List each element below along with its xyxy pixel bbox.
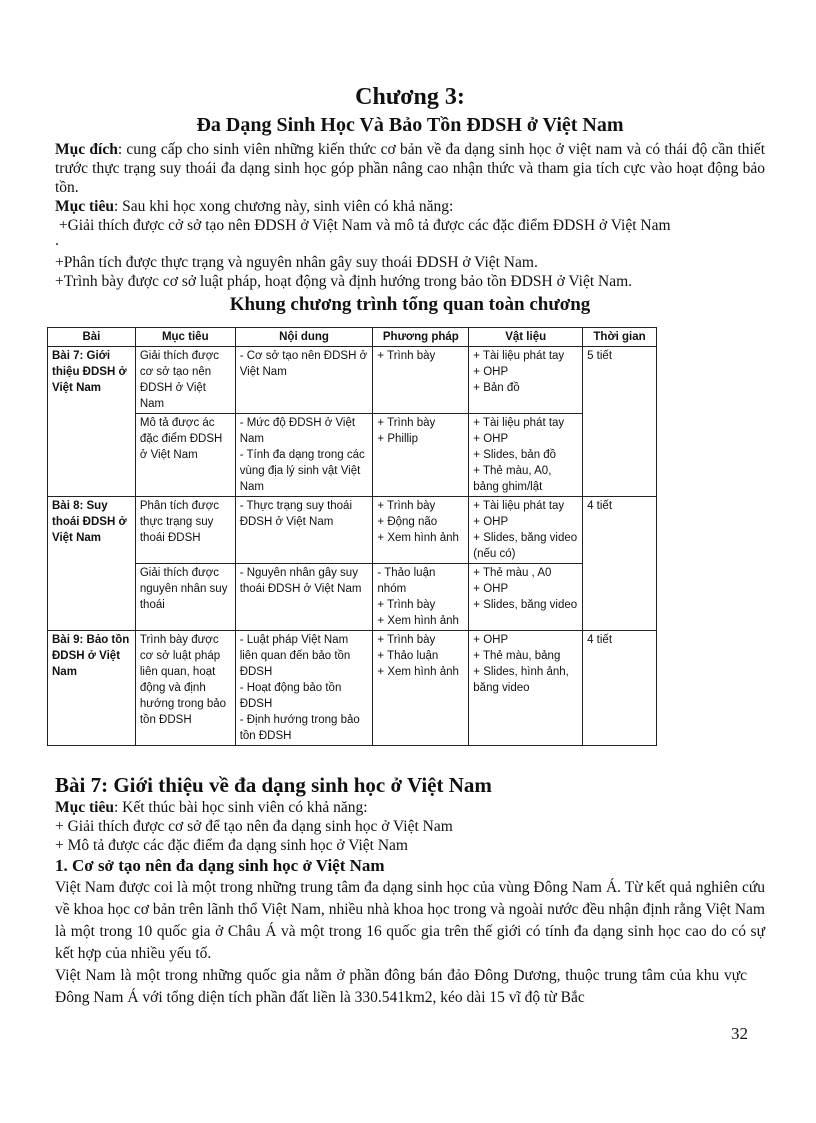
objective-item: +Phân tích được thực trạng và nguyên nhân gây suy thoái ĐDSH ở Việt Nam. (55, 254, 538, 271)
objective-item: +Trình bày được cơ sở luật pháp, hoạt động và định hướng trong bảo tồn ĐDSH ở Việt Nam. (55, 273, 633, 290)
objective-cell: Mô tả được ác đặc điểm ĐDSH ở Việt Nam (135, 414, 235, 497)
table-row (48, 347, 657, 414)
lesson7-heading: Bài 7: Giới thiệu về đa dạng sinh học ở Việt Nam (55, 773, 492, 797)
material-cell: + OHP + Thẻ màu, bảng + Slides, hình ảnh, băng video (469, 631, 583, 746)
table-row (48, 414, 657, 497)
header-content: Nội dung (235, 328, 373, 347)
body-paragraph: Việt Nam được coi là một trong những trung tâm đa dạng sinh học của vùng Đông Nam Á. Từ kết quả nghiên cứu về khoa học cơ bản trên lãnh thổ Việt Nam, nhiều nhà khoa học trong và ngoài nước đều nhận định rằng Việt Nam là một trong 10 quốc gia ở Châu Á và một trong 16 quốc gia trên thế giới có tính đa dạng sinh học cao do có sự kết hợp của nhiều yếu tố. (55, 879, 765, 962)
lesson7-objective-label: Mục tiêu (55, 799, 114, 816)
header-time: Thời gian (583, 328, 657, 347)
time-cell: 5 tiết (583, 347, 657, 497)
objective-text: : Sau khi học xong chương này, sinh viên có khả năng: (113, 198, 454, 215)
section-heading: 1. Cơ sở tạo nên đa dạng sinh học ở Việt Nam (55, 856, 385, 875)
method-cell: + Trình bày + Phillip (373, 414, 469, 497)
framework-table (47, 327, 657, 746)
lesson-name-cell: Bài 7: Giới thiệu ĐDSH ở Việt Nam (48, 347, 136, 497)
objective-label: Mục tiêu (55, 198, 114, 215)
objective-cell: Phân tích được thực trạng suy thoái ĐDSH (135, 497, 235, 564)
content-cell: - Nguyên nhân gây suy thoái ĐDSH ở Việt Nam (235, 564, 373, 631)
table-header-row (48, 328, 657, 347)
objective-item: +Giải thích được cở sở tạo nên ĐDSH ở Việt Nam và mô tả được các đặc điểm ĐDSH ở Việt Nam (55, 217, 671, 234)
time-cell: 4 tiết (583, 497, 657, 631)
method-cell: + Trình bày + Thảo luận + Xem hình ảnh (373, 631, 469, 746)
material-cell: + Tài liệu phát tay + OHP + Slides, bản đồ + Thẻ màu, A0, bảng ghim/lật (469, 414, 583, 497)
objective-paragraph (55, 197, 765, 216)
purpose-text: : cung cấp cho sinh viên những kiến thức cơ bản về đa dạng sinh học ở việt nam và có thái độ cần thiết trước thực trạng suy thoái đa dạng sinh học góp phần nâng cao nhận thức và tham gia tích cực vào hoạt động bảo tồn. (55, 141, 765, 196)
lesson-name-cell: Bài 8: Suy thoái ĐDSH ở Việt Nam (48, 497, 136, 631)
method-cell: + Trình bày + Động não + Xem hình ảnh (373, 497, 469, 564)
content-cell: - Mức độ ĐDSH ở Việt Nam - Tính đa dạng trong các vùng địa lý sinh vật Việt Nam (235, 414, 373, 497)
objective-cell: Trình bày được cơ sở luật pháp liên quan, hoạt động và định hướng trong bảo tồn ĐDSH (135, 631, 235, 746)
header-material: Vật liệu (469, 328, 583, 347)
objective-cell: Giải thích được nguyên nhân suy thoái (135, 564, 235, 631)
framework-title: Khung chương trình tổng quan toàn chương (229, 294, 591, 315)
purpose-label: Mục đích (55, 141, 118, 158)
header-objective: Mục tiêu (135, 328, 235, 347)
method-cell: + Trình bày (373, 347, 469, 414)
lesson7-objective (55, 798, 765, 817)
objective-item: . (55, 232, 59, 249)
content-cell: - Cơ sở tạo nên ĐDSH ở Việt Nam (235, 347, 373, 414)
document-page (52, 82, 765, 1009)
page-number: 32 (731, 1024, 748, 1043)
header-method: Phương pháp (373, 328, 469, 347)
lesson-name-cell: Bài 9: Bảo tồn ĐDSH ở Việt Nam (48, 631, 136, 746)
framework-body (48, 347, 657, 746)
content-cell: - Thực trạng suy thoái ĐDSH ở Việt Nam (235, 497, 373, 564)
method-cell: - Thảo luận nhóm + Trình bày + Xem hình ảnh (373, 564, 469, 631)
objective-cell: Giải thích được cơ sở tạo nên ĐDSH ở Việt Nam (135, 347, 235, 414)
material-cell: + Tài liệu phát tay + OHP + Bản đồ (469, 347, 583, 414)
chapter-title: Chương 3: (355, 84, 465, 110)
lesson7-objective-item: + Giải thích được cơ sở để tạo nên đa dạng sinh học ở Việt Nam (55, 818, 453, 835)
table-row (48, 564, 657, 631)
time-cell: 4 tiết (583, 631, 657, 746)
body-paragraph: Việt Nam là một trong những quốc gia nằm ở phần đông bán đảo Đông Dương, thuộc trung tâm của khu vực Đông Nam Á với tổng diện tích phần đất liền là 330.541km2, kéo dài 15 vĩ độ từ Bắc (55, 967, 747, 1006)
lesson7-objective-text: : Kết thúc bài học sinh viên có khả năng: (113, 799, 368, 816)
material-cell: + Thẻ màu , A0 + OHP + Slides, băng video (469, 564, 583, 631)
purpose-paragraph (55, 140, 765, 197)
lesson7-objective-item: + Mô tả được các đặc điểm đa dạng sinh học ở Việt Nam (55, 837, 408, 854)
material-cell: + Tài liệu phát tay + OHP + Slides, băng video (nếu có) (469, 497, 583, 564)
table-row (48, 631, 657, 746)
table-row (48, 497, 657, 564)
content-cell: - Luật pháp Việt Nam liên quan đến bảo tồn ĐDSH - Hoạt động bảo tồn ĐDSH - Định hướng trong bảo tồn ĐDSH (235, 631, 373, 746)
header-lesson: Bài (48, 328, 136, 347)
chapter-subtitle: Đa Dạng Sinh Học Và Bảo Tồn ĐDSH ở Việt Nam (196, 114, 624, 136)
